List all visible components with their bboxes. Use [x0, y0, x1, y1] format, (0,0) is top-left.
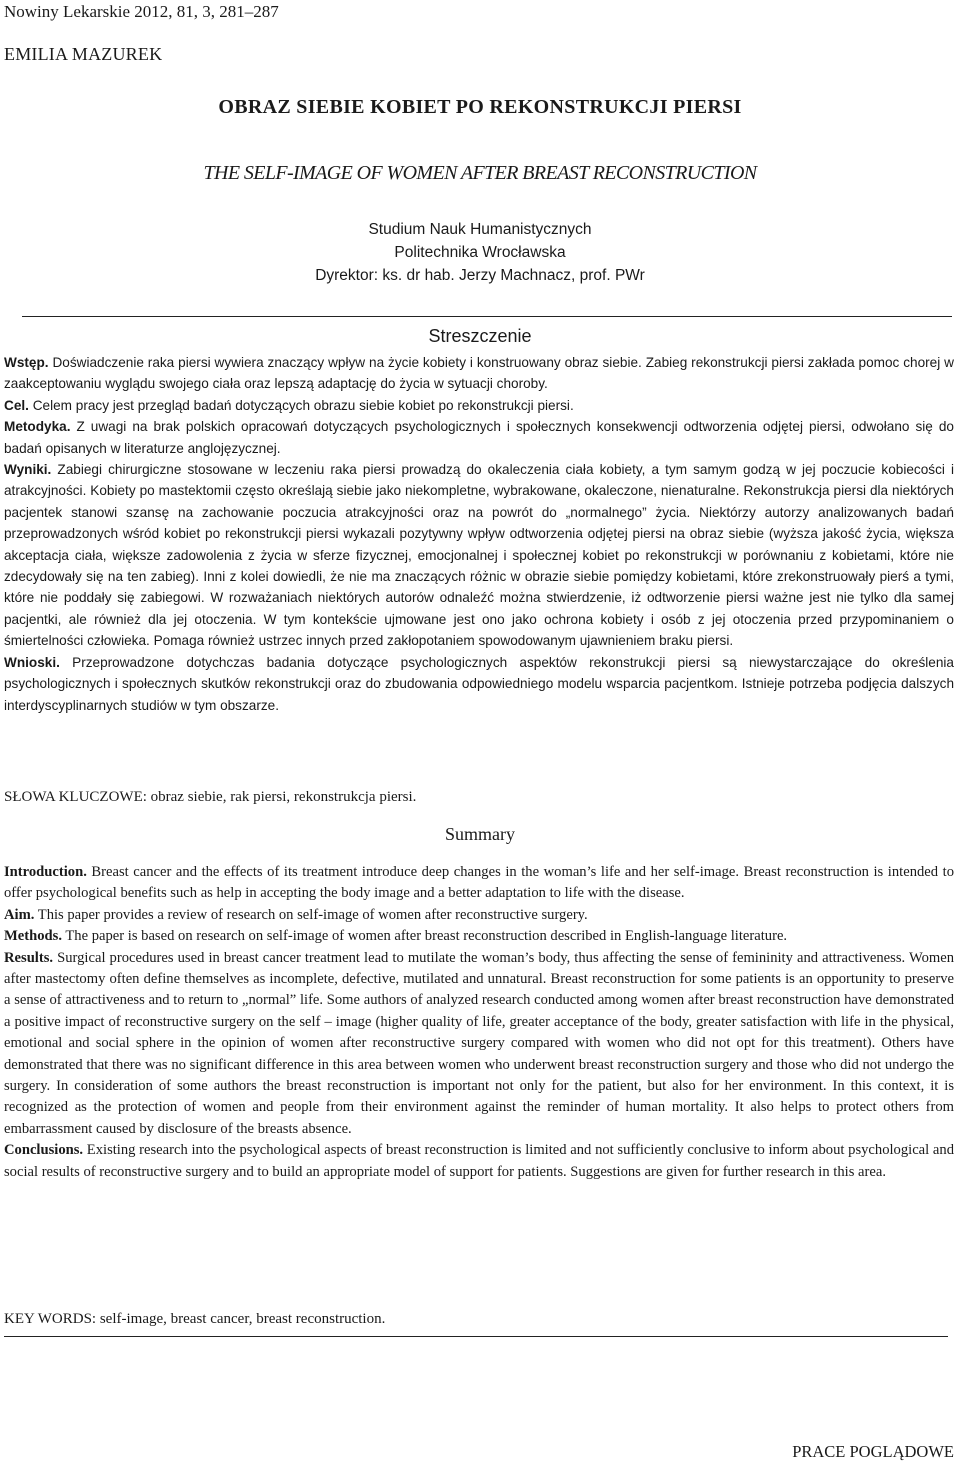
summary-heading: Summary [445, 824, 515, 844]
abstract-paragraph-metodyka: Metodyka. Z uwagi na brak polskich opracowań dotyczących psychologicznych i społecznych konsekwencji odtworzenia odjętej piersi, odwołano się do badań opisanych w literaturze anglojęzycznej. [4, 419, 954, 456]
affiliation-line-2: Politechnika Wrocławska [394, 244, 566, 261]
summary-paragraph-methods: Methods. The paper is based on research on self-image of women after breast reconstruction described in English-language literature. [4, 928, 788, 945]
affiliation-line-3: Dyrektor: ks. dr hab. Jerzy Machnacz, prof. PWr [315, 267, 645, 284]
streszczenie-abstract [4, 352, 954, 716]
bottom-divider [4, 1336, 948, 1337]
label-cel: Cel. [4, 397, 29, 413]
label-conclusions: Conclusions. [4, 1142, 84, 1159]
keywords-polish: SŁOWA KLUCZOWE: obraz siebie, rak piersi, rekonstrukcja piersi. [4, 789, 417, 805]
keywords-english: KEY WORDS: self-image, breast cancer, breast reconstruction. [4, 1311, 386, 1327]
abstract-paragraph-wyniki: Wyniki. Zabiegi chirurgiczne stosowane w leczeniu raka piersi prowadzą do okaleczenia ciała kobiety, a tym samym godzą w jej poczucie kobiecości i atrakcyjności. Kobiety po mastektomii często określają siebie jako niekompletne, wybrakowane, okaleczone, nienaturalne. Rekonstrukcja piersi dla niektórych pacjentek stanowi szansę na zachowanie poczucia atrakcyjności oraz na powrót do „normalnego” życia. Niektórzy autorzy analizowanych badań przeprowadzonych wśród kobiet po rekonstrukcji piersi wykazali pozytywny wpływ odtworzenia odjętej piersi na obraz siebie (wyższa jakość życia, większa akceptacja ciała, większe zadowolenia z życia w sferze fizycznej, emocjonalnej i społecznej kobiet po rekonstrukcji w porównaniu z kobietami, które nie zdecydowały się na ten zabieg). Inni z kolei dowiedli, że nie ma znaczących różnic w obrazie siebie pomiędzy kobietami, które zrekonstruowały pierś a tymi, które nie poddały się zabiegowi. W rozważaniach niektórych autorów odnaleźć można stwierdzenie, iż odtworzenie piersi ważne jest nie tylko dla samej pacjentki, ale również dla jej otoczenia. W tym kontekście ujmowane jest ono jako ochrona kobiety i osób z jej otoczenia przed przypominaniem o śmiertelności człowieka. Pomaga również ustrzec innych przed zakłopotaniem spowodowanym ujawnieniem braku piersi. [4, 462, 954, 649]
streszczenie-heading: Streszczenie [428, 326, 532, 346]
top-divider [22, 316, 952, 317]
summary-abstract [4, 862, 954, 1183]
affiliation-line-1: Studium Nauk Humanistycznych [368, 221, 592, 238]
abstract-paragraph-wstep: Wstęp. Doświadczenie raka piersi wywiera znaczący wpływ na życie kobiety i konstruowany obraz siebie. Zabieg rekonstrukcji piersi zakłada pomoc chorej w zaakceptowaniu wyglądu swojego ciała oraz lepszą adaptację do życia w sytuacji choroby. [4, 355, 954, 392]
title-english: THE SELF-IMAGE OF WOMEN AFTER BREAST RECONSTRUCTION [203, 162, 757, 184]
label-wyniki: Wyniki. [4, 462, 52, 478]
summary-paragraph-aim: Aim. This paper provides a review of research on self-image of women after reconstructive surgery. [4, 906, 588, 923]
abstract-paragraph-cel: Cel. Celem pracy jest przegląd badań dotyczących obrazu siebie kobiet po rekonstrukcji piersi. [4, 397, 574, 413]
label-wstep: Wstęp. [4, 355, 49, 370]
label-wnioski: Wnioski. [4, 654, 60, 670]
abstract-paragraph-wnioski: Wnioski. Przeprowadzone dotychczas badania dotyczące psychologicznych aspektów rekonstrukcji piersi są niewystarczające do określenia psychologicznych i społecznych skutków rekonstrukcji oraz do zbudowania odpowiedniego modelu wsparcia pacjentkom. Istnieje potrzeba podjęcia dalszych interdyscyplinarnych studiów w tym obszarze. [4, 654, 954, 713]
summary-paragraph-conclusions: Conclusions. Existing research into the psychological aspects of breast reconstruction is limited and not sufficiently conclusive to inform about psychological and social results of reconstructive surgery and to build an appropriate model of support for patients. Suggestions are given for further research in this area. [4, 1142, 954, 1180]
section-label: PRACE POGLĄDOWE [792, 1442, 954, 1461]
summary-paragraph-introduction: Introduction. Breast cancer and the effects of its treatment introduce deep changes in the woman’s life and her self-image. Breast reconstruction is intended to offer psychological benefits such as help in accepting the body image and a better adaptation to life with the disease. [4, 864, 954, 902]
summary-paragraph-results: Results. Surgical procedures used in breast cancer treatment lead to mutilate the woman’s body, thus affecting the sense of femininity and attractiveness. Women after mastectomy often define themselves as incomplete, defective, mutilated and unnatural. Breast reconstruction for some patients is an opportunity to preserve a sense of attractiveness and to return to „normal” life. Some authors of analyzed research conducted among women after breast reconstruction have demonstrated a positive impact of reconstructive surgery on the self – image (higher quality of life, greater acceptance of the body, greater satisfaction with life in the physical, emotional and social sphere in the opinion of women after reconstructive surgery compared with women who did not opt for this treatment). Others have demonstrated that there was no significant difference in this area between women who underwent breast reconstruction surgery and those who did not undergo the surgery. In consideration of some authors the breast reconstruction is important not only for the patient, but also for her environment. In this context, it is recognized as the protection of women and people from their environment against the reminder of human mortality. It also helps to protect others from embarrassment caused by disclosure of the breasts absence. [4, 949, 954, 1137]
label-methods: Methods. [4, 928, 62, 945]
label-aim: Aim. [4, 906, 35, 923]
journal-citation: Nowiny Lekarskie 2012, 81, 3, 281–287 [4, 2, 279, 21]
label-results: Results. [4, 949, 54, 966]
title-polish: OBRAZ SIEBIE KOBIET PO REKONSTRUKCJI PIERSI [218, 96, 742, 118]
affiliation [0, 218, 960, 287]
label-metodyka: Metodyka. [4, 419, 71, 435]
label-introduction: Introduction. [4, 864, 87, 880]
author-name: EMILIA MAZUREK [4, 44, 163, 64]
